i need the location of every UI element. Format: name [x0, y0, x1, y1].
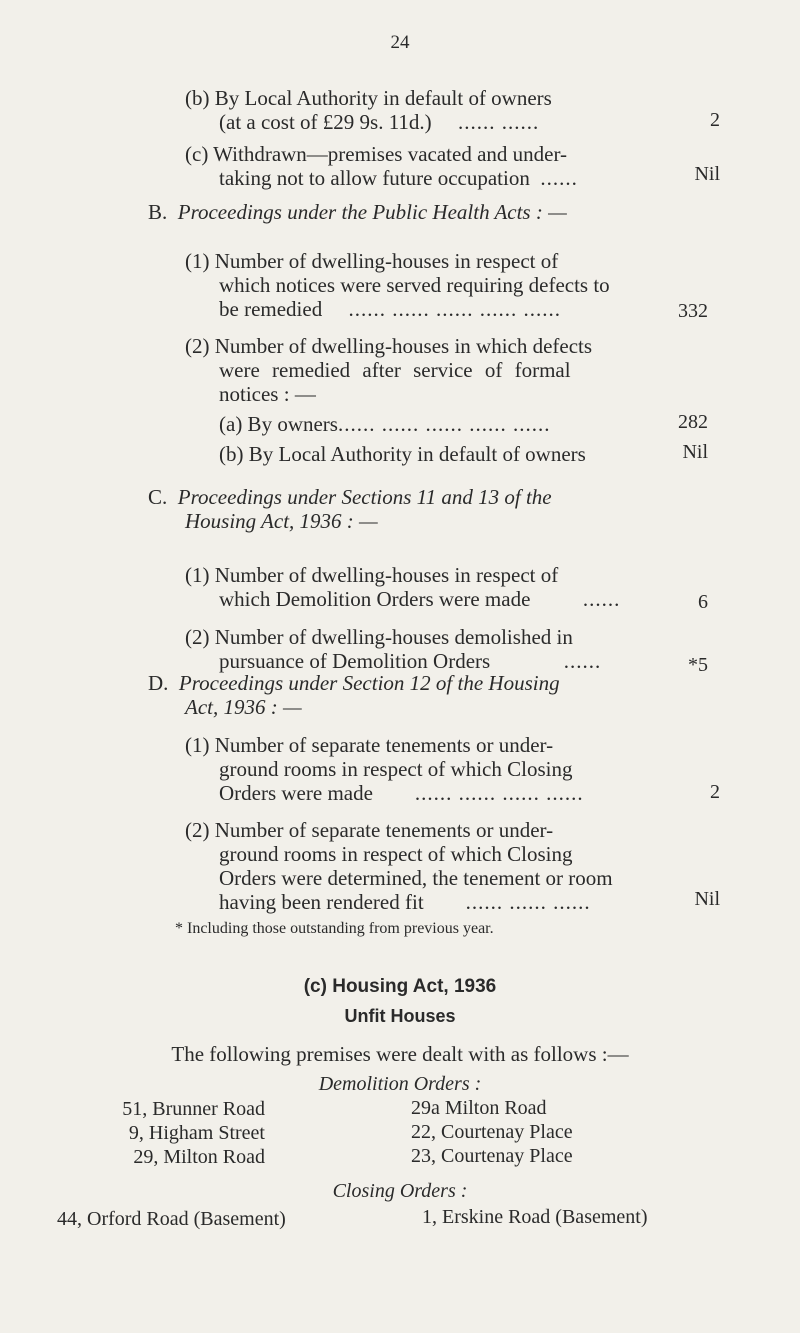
item-value: Nil [682, 441, 708, 463]
item-line: (at a cost of £29 9s. 11d.) ...... ...... [219, 110, 540, 134]
item-line: taking not to allow future occupation ...... [219, 166, 578, 190]
section-b-item-2 [185, 334, 592, 406]
item-line: be remedied ...... ...... ...... ...... ...... [219, 297, 561, 321]
item-line: (c) Withdrawn—premises vacated and under- [185, 142, 568, 166]
closing-address-left: 44, Orford Road (Basement) [57, 1208, 286, 1230]
item-line: (1) Number of separate tenements or under- [185, 733, 554, 757]
item-line: Orders were made ...... ...... ...... ...... [219, 781, 584, 805]
item-value: 282 [678, 411, 708, 433]
section-letter: C. [148, 485, 168, 509]
closing-address-right: 1, Erskine Road (Basement) [422, 1206, 648, 1228]
item-line: (2) Number of dwelling-houses in which defects [185, 334, 593, 358]
demolition-address-right: 29a Milton Road [411, 1097, 547, 1119]
item-value: Nil [694, 163, 720, 185]
section-heading-line: Housing Act, 1936 : — [185, 509, 378, 533]
item-line: (1) Number of dwelling-houses in respect of [185, 563, 559, 587]
leader-dots: ...... ...... ...... ...... ...... [348, 297, 561, 321]
section-d-item-1 [185, 733, 584, 805]
page-number: 24 [390, 32, 410, 53]
footnote: * Including those outstanding from previous year. [175, 920, 494, 937]
item-value: 6 [698, 591, 708, 613]
demolition-address-left: 51, Brunner Road [122, 1098, 265, 1120]
item-b-local-authority [185, 86, 552, 134]
section-heading-line: Act, 1936 : — [185, 695, 302, 719]
item-line: (b) By Local Authority in default of owners [185, 86, 552, 110]
item-line: were remedied after service of formal [219, 358, 571, 382]
item-line: (1) Number of dwelling-houses in respect of [185, 249, 559, 273]
item-line: ground rooms in respect of which Closing [219, 842, 573, 866]
demolition-address-right: 22, Courtenay Place [411, 1121, 573, 1143]
demolition-address-left: 9, Higham Street [128, 1122, 265, 1144]
item-c-withdrawn [185, 142, 578, 190]
section-c-item-1 [185, 563, 620, 611]
section-c-item-2 [185, 625, 601, 673]
item-line: which Demolition Orders were made ...... [219, 587, 621, 611]
item-value: *5 [688, 654, 708, 676]
housing-act-title: (c) Housing Act, 1936 [303, 976, 497, 997]
leader-dots: ...... [563, 649, 602, 673]
leader-dots: ...... [582, 587, 621, 611]
item-line: having been rendered fit ...... ...... ...... [219, 890, 591, 914]
leader-dots: ...... ...... [457, 110, 540, 134]
item-line: (2) Number of dwelling-houses demolished in [185, 625, 573, 649]
item-value: 332 [678, 300, 708, 322]
item-value: Nil [694, 888, 720, 910]
demolition-address-right: 23, Courtenay Place [411, 1145, 573, 1167]
item-line: Orders were determined, the tenement or room [219, 866, 613, 890]
closing-orders-label: Closing Orders : [332, 1180, 468, 1202]
item-line: (2) Number of separate tenements or under- [185, 818, 554, 842]
section-b-item-2b [219, 442, 586, 466]
item-line: (b) By Local Authority in default of owners [219, 442, 586, 466]
section-b-heading: B. Proceedings under the Public Health Acts : — [148, 200, 567, 224]
item-value: 2 [710, 109, 720, 131]
item-line: which notices were served requiring defects to [219, 273, 610, 297]
leader-dots: ...... ...... ...... ...... [414, 781, 584, 805]
section-letter: D. [148, 671, 169, 695]
leader-dots: ...... [540, 166, 578, 190]
leader-dots: ...... ...... ...... [465, 890, 591, 914]
section-d-heading: D. Proceedings under Section 12 of the Housing Act, 1936 : — [148, 671, 560, 719]
section-c-heading: C. Proceedings under Sections 11 and 13 of the Housing Act, 1936 : — [148, 485, 552, 533]
item-line: notices : — [219, 382, 316, 406]
item-line: pursuance of Demolition Orders ...... [219, 649, 602, 673]
demolition-address-left: 29, Milton Road [133, 1146, 265, 1168]
item-line: (a) By owners...... ...... ...... ...... ...... [219, 412, 551, 436]
demolition-orders-label: Demolition Orders : [318, 1073, 482, 1095]
item-value: 2 [710, 781, 720, 803]
section-letter: B. [148, 200, 168, 224]
section-b-item-2a [219, 412, 550, 436]
intro-text: The following premises were dealt with as follows :— [171, 1042, 629, 1066]
section-d-item-2 [185, 818, 613, 914]
leader-dots: ...... ...... ...... ...... ...... [337, 412, 551, 436]
section-b-item-1 [185, 249, 610, 321]
item-line: ground rooms in respect of which Closing [219, 757, 573, 781]
unfit-houses-subtitle: Unfit Houses [344, 1006, 456, 1026]
